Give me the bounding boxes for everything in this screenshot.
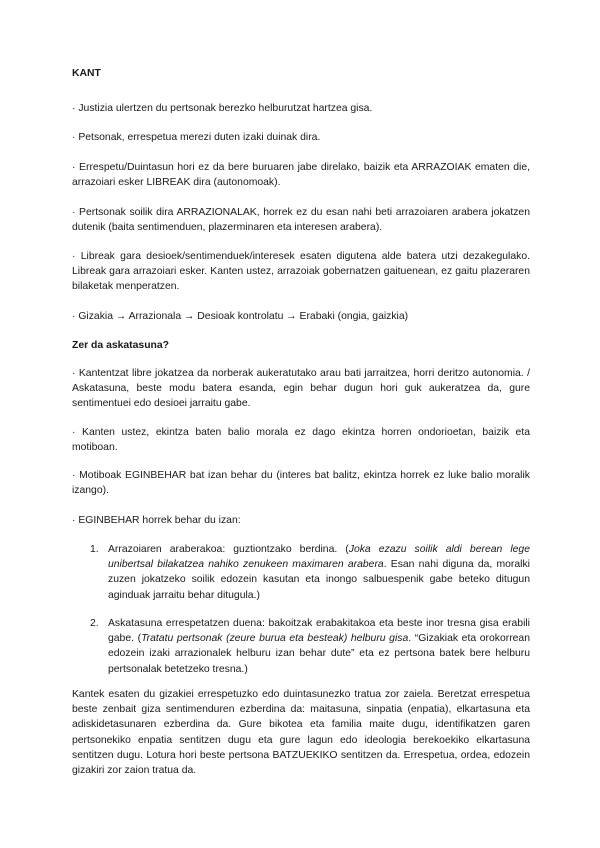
paragraph-justice: · Justizia ulertzen du pertsonak berezko helburutzat hartzea gisa. (72, 103, 373, 114)
list-number: 2. (90, 618, 99, 629)
paragraph-autonomy: · Kantentzat libre jokatzea da norberak aukeratutako arau bati jarraitzea, horri deritzo autonomia. / Askatasuna, beste modu batera esanda, egin behar dugun hori guk aukeratzea da, gure sentimentuei edo desioei jarraitu gabe. (72, 368, 530, 410)
paragraph-respect: · Errespetu/Duintasun hori ez da bere buruaren jabe direlako, baizik eta ARRAZOIAK ematen die, arrazoiari esker LIBREAK dira (autonomoak). (72, 162, 530, 189)
paragraph-moral-value: · Kanten ustez, ekintza baten balio morala ez dago ekintza horren ondorioetan, baizik eta motiboan. (72, 427, 530, 454)
list-item: Askatasuna errespetatzen duena: bakoitzak erabakitakoa eta beste inor tresna gisa erabili gabe. (Tratatu pertsonak (zeure burua eta besteak) helburu gisa. “Gizakiak eta orokorrean edozein izaki arrazionalek helburu izan behar dute” eta ez pertsona batek bere helburu pertsonalak betetzeko tresna.) (108, 618, 530, 675)
paragraph-free: · Libreak gara desioek/sentimenduek/interesek esaten digutena alde batera utzi dezakegulako. Libreak gara arrazoiari esker. Kanten ustez, arrazoiak gobernatzen gaituenean, ez gaitu plazeraren bilaketak menperatzen. (72, 251, 530, 293)
paragraph-rational: · Pertsonak soilik dira ARRAZIONALAK, horrek ez du esan nahi beti arrazoiaren arabera jokatzen dutenik (baita sentimenduen, plazerminaren eta interesen arabera). (72, 207, 530, 234)
paragraph-motive: · Motiboak EGINBEHAR bat izan behar du (interes bat balitz, ekintza horrek ez luke balio moralik izango). (72, 470, 530, 497)
paragraph-persons: · Petsonak, errespetua merezi duten izaki duinak dira. (72, 132, 321, 143)
paragraph-flow: · Gizakia → Arrazionala → Desioak kontrolatu → Erabaki (ongia, gaizkia) (72, 311, 409, 322)
document-title: KANT (72, 68, 101, 79)
list-item: Arrazoiaren araberakoa: guztiontzako berdina. (Joka ezazu soilik aldi berean lege unibertsal bilakatzea nahiko zenukeen maximaren arabera. Esan nahi diguna da, moralki zuzen jokatzeko soilik edozein kasutan eta inongo salbuespenik gabe beteko ditugun aginduak jarraitu behar ditugula.) (108, 544, 530, 601)
paragraph-duty: · EGINBEHAR horrek behar du izan: (72, 515, 241, 526)
section-heading: Zer da askatasuna? (72, 340, 170, 351)
paragraph-conclusion: Kantek esaten du gizakiei errespetuzko edo duintasunezko tratua zor zaiela. Beretzat errespetua beste zenbait giza sentimenduren ezberdina da: maitasuna, sinpatia (enpatia), elkartasuna eta adiskidetasunaren ezberdina da. Gure bikotea eta familia maite dugu, identifikatzen garen pertsonekiko enpatia sentitzen dugu eta gure lagun edo ideologia berekoekiko elkartasuna sentitzen dugu. Lotura hori beste pertsona BATZUEKIKO sentitzen da. Errespetua, ordea, edozein gizakiri zor zaion tratua da. (72, 689, 530, 777)
list-number: 1. (90, 544, 99, 555)
